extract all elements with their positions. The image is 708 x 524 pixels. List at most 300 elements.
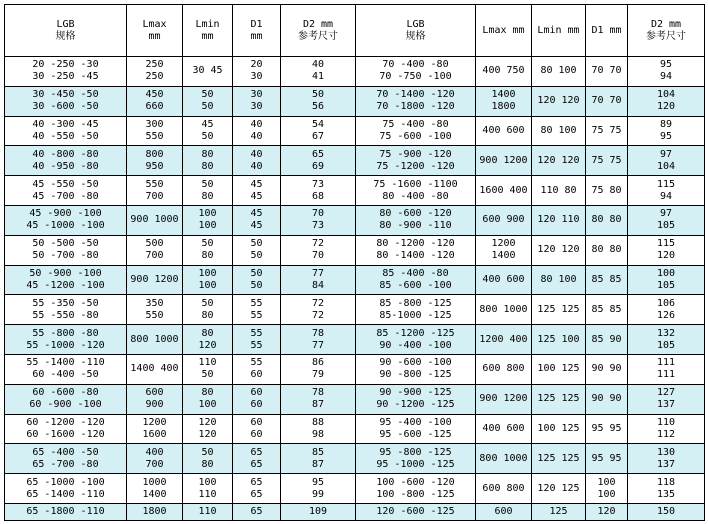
left-lmax-cell — [127, 503, 183, 520]
left-d1-cell — [233, 295, 281, 325]
left-d1-cell — [233, 205, 281, 235]
cell-line: 54 — [311, 118, 325, 130]
left-lmax-cell — [127, 265, 183, 295]
cell-line: 1800 — [142, 505, 167, 517]
cell-line: 85 -800 -125 — [379, 297, 452, 309]
cell-line: 130 — [656, 446, 676, 458]
right-lmax-cell — [476, 146, 532, 176]
left-spec-cell — [5, 325, 127, 355]
right-d1-cell — [586, 176, 628, 206]
left-d1-cell — [233, 414, 281, 444]
cell-line: 450 — [145, 89, 164, 101]
cell-line: 65 -400 -50 — [32, 446, 99, 458]
cell-line: 100 — [597, 488, 616, 500]
cell-line: 109 — [308, 505, 328, 517]
right-d2-cell — [628, 354, 705, 384]
cell-line: 1600 400 — [479, 184, 528, 196]
left-spec-cell — [5, 414, 127, 444]
cell-line: 98 — [311, 428, 325, 440]
right-d1-cell — [586, 86, 628, 116]
left-lmin-cell — [183, 444, 233, 474]
header-line: Lmin mm — [537, 24, 580, 36]
cell-line: 100 -600 -120 — [376, 476, 455, 488]
left-d1-cell — [233, 503, 281, 520]
left-d1-cell — [233, 265, 281, 295]
left-d2-cell — [281, 265, 356, 295]
right-d2-cell — [628, 205, 705, 235]
cell-line: 500 — [145, 238, 164, 250]
left-d2-cell — [281, 354, 356, 384]
cell-line: 50 — [250, 250, 263, 262]
left-d1-cell — [233, 146, 281, 176]
cell-line: 60 — [250, 416, 263, 428]
cell-line: 126 — [656, 309, 676, 321]
cell-line: 72 — [311, 238, 325, 250]
right-lmin-cell — [532, 176, 586, 206]
cell-line: 60 -600 -80 — [32, 387, 99, 399]
cell-line: 73 — [311, 220, 325, 232]
cell-line: 45 — [250, 190, 263, 202]
cell-line: 100 — [597, 476, 616, 488]
cell-line: 600 — [494, 505, 513, 517]
left-spec-cell — [5, 474, 127, 504]
cell-line: 45 — [250, 220, 263, 232]
cell-line: 55 -1000 -120 — [26, 339, 105, 351]
right-spec-cell — [356, 325, 476, 355]
left-lmin-cell — [183, 384, 233, 414]
cell-line: 60 -1600 -120 — [26, 428, 105, 440]
cell-line: 400 600 — [482, 124, 525, 136]
cell-line: 50 — [250, 267, 263, 279]
table-row — [5, 205, 705, 235]
left-spec-cell — [5, 295, 127, 325]
header-line: D1 — [250, 18, 263, 30]
table-row — [5, 86, 705, 116]
left-spec-cell — [5, 444, 127, 474]
right-lmax-cell — [476, 176, 532, 206]
left-lmax-cell — [127, 354, 183, 384]
cell-line: 75 -1200 -120 — [376, 160, 455, 172]
cell-line: 105 — [656, 279, 676, 291]
header-line: 参考尺寸 — [298, 30, 338, 42]
right-spec-cell — [356, 265, 476, 295]
cell-line: 150 — [656, 505, 676, 517]
cell-line: 90 -400 -100 — [379, 339, 452, 351]
left-d2-cell — [281, 176, 356, 206]
left-d2-cell — [281, 414, 356, 444]
cell-line: 30 — [250, 101, 263, 113]
right-d1-cell — [586, 265, 628, 295]
left-lmax-cell — [127, 384, 183, 414]
cell-line: 80 — [201, 327, 214, 339]
cell-line: 90 -900 -125 — [379, 387, 452, 399]
cell-line: 45 -900 -100 — [29, 208, 102, 220]
right-d2-cell — [628, 235, 705, 265]
header-line: 规格 — [55, 30, 76, 42]
left-d2-cell — [281, 235, 356, 265]
cell-line: 80 -1200 -120 — [376, 238, 455, 250]
cell-line: 55 — [250, 357, 263, 369]
cell-line: 1200 400 — [479, 333, 528, 345]
right-d2-cell — [628, 503, 705, 520]
left-d2-cell — [281, 474, 356, 504]
cell-line: 80 — [201, 309, 214, 321]
cell-line: 900 1200 — [479, 393, 528, 405]
cell-line: 87 — [311, 399, 325, 411]
cell-line: 400 600 — [482, 273, 525, 285]
right-d2-cell — [628, 57, 705, 87]
cell-line: 78 — [311, 387, 325, 399]
right-lmin-cell — [532, 116, 586, 146]
cell-line: 900 — [145, 399, 164, 411]
right-d1-cell — [586, 444, 628, 474]
cell-line: 94 — [659, 190, 673, 202]
cell-line: 50 — [201, 101, 214, 113]
cell-line: 60 — [250, 428, 263, 440]
cell-line: 80 -900 -110 — [379, 220, 452, 232]
cell-line: 400 600 — [482, 422, 525, 434]
cell-line: 115 — [656, 238, 676, 250]
cell-line: 85 -1200 -125 — [376, 327, 455, 339]
cell-line: 700 — [145, 458, 164, 470]
spec-table-body — [5, 5, 705, 521]
cell-line: 65 -1000 -100 — [26, 476, 105, 488]
left-d2-cell — [281, 146, 356, 176]
cell-line: 600 800 — [482, 482, 525, 494]
cell-line: 20 -250 -30 — [32, 59, 99, 71]
cell-line: 70 — [311, 250, 325, 262]
cell-line: 85 — [311, 446, 325, 458]
cell-line: 120 — [198, 428, 217, 440]
header-right-lmax — [476, 5, 532, 57]
right-d1-cell — [586, 116, 628, 146]
cell-line: 50 — [201, 446, 214, 458]
cell-line: 95 — [659, 59, 673, 71]
right-spec-cell — [356, 235, 476, 265]
cell-line: 50 — [201, 369, 214, 381]
cell-line: 85-1000 -125 — [379, 309, 452, 321]
header-left-lmin — [183, 5, 233, 57]
cell-line: 65 -1800 -110 — [26, 505, 105, 517]
cell-line: 350 — [145, 297, 164, 309]
right-spec-cell — [356, 176, 476, 206]
cell-line: 120 -600 -125 — [376, 505, 455, 517]
right-d2-cell — [628, 116, 705, 146]
cell-line: 72 — [311, 297, 325, 309]
cell-line: 800 1000 — [130, 333, 179, 345]
left-d2-cell — [281, 384, 356, 414]
cell-line: 100 — [198, 220, 217, 232]
cell-line: 105 — [656, 339, 676, 351]
left-lmax-cell — [127, 116, 183, 146]
right-lmax-cell — [476, 265, 532, 295]
cell-line: 120 120 — [537, 154, 580, 166]
cell-line: 88 — [311, 416, 325, 428]
left-lmin-cell — [183, 116, 233, 146]
cell-line: 120 — [656, 101, 676, 113]
cell-line: 104 — [656, 89, 676, 101]
left-d2-cell — [281, 205, 356, 235]
right-lmin-cell — [532, 503, 586, 520]
right-lmin-cell — [532, 205, 586, 235]
cell-line: 137 — [656, 399, 676, 411]
right-d2-cell — [628, 384, 705, 414]
cell-line: 50 -700 -80 — [32, 250, 99, 262]
cell-line: 110 — [198, 357, 217, 369]
header-line: mm — [250, 30, 263, 42]
cell-line: 80 — [201, 148, 214, 160]
cell-line: 70 70 — [591, 95, 622, 107]
header-line: LGB — [56, 18, 75, 30]
left-d2-cell — [281, 116, 356, 146]
right-spec-cell — [356, 57, 476, 87]
right-lmax-cell — [476, 116, 532, 146]
header-line: mm — [148, 30, 161, 42]
cell-line: 80 — [201, 190, 214, 202]
cell-line: 60 -400 -50 — [32, 369, 99, 381]
cell-line: 55 — [250, 309, 263, 321]
header-line: Lmax — [142, 18, 167, 30]
right-d1-cell — [586, 325, 628, 355]
left-spec-cell — [5, 176, 127, 206]
left-lmin-cell — [183, 205, 233, 235]
table-row — [5, 116, 705, 146]
right-lmin-cell — [532, 265, 586, 295]
left-d2-cell — [281, 503, 356, 520]
left-lmax-cell — [127, 57, 183, 87]
left-lmax-cell — [127, 414, 183, 444]
left-spec-cell — [5, 503, 127, 520]
right-lmin-cell — [532, 384, 586, 414]
table-row — [5, 176, 705, 206]
table-row — [5, 414, 705, 444]
cell-line: 600 900 — [482, 214, 525, 226]
cell-line: 40 — [311, 59, 325, 71]
cell-line: 75 -1600 -1100 — [373, 178, 458, 190]
left-d1-cell — [233, 474, 281, 504]
cell-line: 900 1200 — [130, 273, 179, 285]
left-d2-cell — [281, 57, 356, 87]
cell-line: 55 — [250, 297, 263, 309]
cell-line: 45 -550 -50 — [32, 178, 99, 190]
cell-line: 100 125 — [537, 422, 580, 434]
header-line: 规格 — [405, 30, 426, 42]
right-d2-cell — [628, 265, 705, 295]
cell-line: 115 — [656, 178, 676, 190]
left-d2-cell — [281, 444, 356, 474]
cell-line: 300 — [145, 118, 164, 130]
cell-line: 100 — [198, 208, 217, 220]
cell-line: 40 -300 -45 — [32, 118, 99, 130]
left-lmin-cell — [183, 325, 233, 355]
cell-line: 80 100 — [540, 65, 577, 77]
cell-line: 55 -550 -80 — [32, 309, 99, 321]
cell-line: 85 -600 -100 — [379, 279, 452, 291]
cell-line: 56 — [311, 101, 325, 113]
cell-line: 660 — [145, 101, 164, 113]
cell-line: 100 — [198, 476, 217, 488]
cell-line: 65 — [250, 488, 263, 500]
left-lmax-cell — [127, 295, 183, 325]
cell-line: 69 — [311, 160, 325, 172]
cell-line: 1400 — [491, 250, 516, 262]
right-lmax-cell — [476, 354, 532, 384]
cell-line: 100 — [198, 399, 217, 411]
header-right-spec — [356, 5, 476, 57]
left-lmax-cell — [127, 325, 183, 355]
cell-line: 1800 — [491, 101, 516, 113]
cell-line: 95 -800 -125 — [379, 446, 452, 458]
cell-line: 75 80 — [591, 184, 622, 196]
left-d1-cell — [233, 384, 281, 414]
cell-line: 99 — [311, 488, 325, 500]
header-line: mm — [201, 30, 214, 42]
right-lmax-cell — [476, 57, 532, 87]
table-row — [5, 235, 705, 265]
cell-line: 45 — [250, 178, 263, 190]
right-spec-cell — [356, 503, 476, 520]
cell-line: 75 -900 -120 — [379, 148, 452, 160]
cell-line: 50 -500 -50 — [32, 238, 99, 250]
table-row — [5, 444, 705, 474]
table-row — [5, 354, 705, 384]
cell-line: 75 75 — [591, 154, 622, 166]
cell-line: 40 — [250, 148, 263, 160]
right-d1-cell — [586, 354, 628, 384]
cell-line: 20 — [250, 59, 263, 71]
cell-line: 65 — [311, 148, 325, 160]
right-spec-cell — [356, 116, 476, 146]
right-lmin-cell — [532, 414, 586, 444]
cell-line: 75 75 — [591, 124, 622, 136]
left-lmin-cell — [183, 474, 233, 504]
cell-line: 132 — [656, 327, 676, 339]
cell-line: 110 80 — [540, 184, 577, 196]
cell-line: 1600 — [142, 428, 167, 440]
header-right-d1 — [586, 5, 628, 57]
cell-line: 100 — [198, 279, 217, 291]
cell-line: 900 1000 — [130, 214, 179, 226]
right-d1-cell — [586, 414, 628, 444]
cell-line: 137 — [656, 458, 676, 470]
header-line: LGB — [406, 18, 425, 30]
left-lmax-cell — [127, 205, 183, 235]
cell-line: 111 — [656, 369, 676, 381]
cell-line: 80 — [201, 458, 214, 470]
cell-line: 75 -400 -80 — [382, 118, 449, 130]
table-row — [5, 474, 705, 504]
cell-line: 700 — [145, 190, 164, 202]
right-lmin-cell — [532, 325, 586, 355]
header-line: D1 mm — [591, 24, 622, 36]
cell-line: 600 — [145, 387, 164, 399]
cell-line: 95 -600 -125 — [379, 428, 452, 440]
cell-line: 80 100 — [540, 124, 577, 136]
left-lmax-cell — [127, 146, 183, 176]
left-lmax-cell — [127, 474, 183, 504]
cell-line: 97 — [659, 148, 673, 160]
cell-line: 50 — [250, 238, 263, 250]
left-lmax-cell — [127, 235, 183, 265]
cell-line: 60 -1200 -120 — [26, 416, 105, 428]
cell-line: 120 125 — [537, 482, 580, 494]
cell-line: 110 — [656, 416, 676, 428]
right-lmax-cell — [476, 414, 532, 444]
table-row — [5, 384, 705, 414]
cell-line: 106 — [656, 297, 676, 309]
right-spec-cell — [356, 205, 476, 235]
cell-line: 1000 — [142, 476, 167, 488]
cell-line: 55 -350 -50 — [32, 297, 99, 309]
right-d1-cell — [586, 146, 628, 176]
left-spec-cell — [5, 384, 127, 414]
cell-line: 104 — [656, 160, 676, 172]
cell-line: 90 -600 -100 — [379, 357, 452, 369]
left-lmin-cell — [183, 265, 233, 295]
cell-line: 60 — [250, 369, 263, 381]
header-right-d2 — [628, 5, 705, 57]
left-lmin-cell — [183, 86, 233, 116]
cell-line: 77 — [311, 267, 325, 279]
header-left-d2 — [281, 5, 356, 57]
left-lmin-cell — [183, 295, 233, 325]
right-spec-cell — [356, 354, 476, 384]
cell-line: 1400 — [142, 488, 167, 500]
table-row — [5, 325, 705, 355]
cell-line: 65 — [250, 505, 263, 517]
right-d1-cell — [586, 295, 628, 325]
right-spec-cell — [356, 295, 476, 325]
cell-line: 65 — [250, 458, 263, 470]
cell-line: 30 -600 -50 — [32, 101, 99, 113]
cell-line: 45 — [250, 208, 263, 220]
left-lmin-cell — [183, 57, 233, 87]
header-line: D2 mm — [302, 18, 334, 30]
right-lmax-cell — [476, 503, 532, 520]
left-d1-cell — [233, 325, 281, 355]
cell-line: 1400 400 — [130, 363, 179, 375]
left-d1-cell — [233, 444, 281, 474]
cell-line: 80 -600 -120 — [379, 208, 452, 220]
cell-line: 67 — [311, 130, 325, 142]
left-d2-cell — [281, 295, 356, 325]
cell-line: 95 95 — [591, 452, 622, 464]
cell-line: 900 1200 — [479, 154, 528, 166]
cell-line: 50 — [250, 279, 263, 291]
cell-line: 550 — [145, 130, 164, 142]
right-lmin-cell — [532, 444, 586, 474]
left-lmax-cell — [127, 86, 183, 116]
right-spec-cell — [356, 474, 476, 504]
left-d1-cell — [233, 176, 281, 206]
cell-line: 40 -550 -50 — [32, 130, 99, 142]
cell-line: 125 125 — [537, 393, 580, 405]
right-d1-cell — [586, 474, 628, 504]
cell-line: 40 -800 -80 — [32, 148, 99, 160]
spec-table — [4, 4, 705, 521]
cell-line: 95 -1000 -125 — [376, 458, 455, 470]
cell-line: 90 90 — [591, 363, 622, 375]
cell-line: 120 — [198, 339, 217, 351]
cell-line: 125 100 — [537, 333, 580, 345]
right-d2-cell — [628, 325, 705, 355]
cell-line: 95 — [311, 476, 325, 488]
header-line: Lmin — [195, 18, 220, 30]
left-spec-cell — [5, 235, 127, 265]
header-left-spec — [5, 5, 127, 57]
right-d1-cell — [586, 205, 628, 235]
cell-line: 120 110 — [537, 214, 580, 226]
